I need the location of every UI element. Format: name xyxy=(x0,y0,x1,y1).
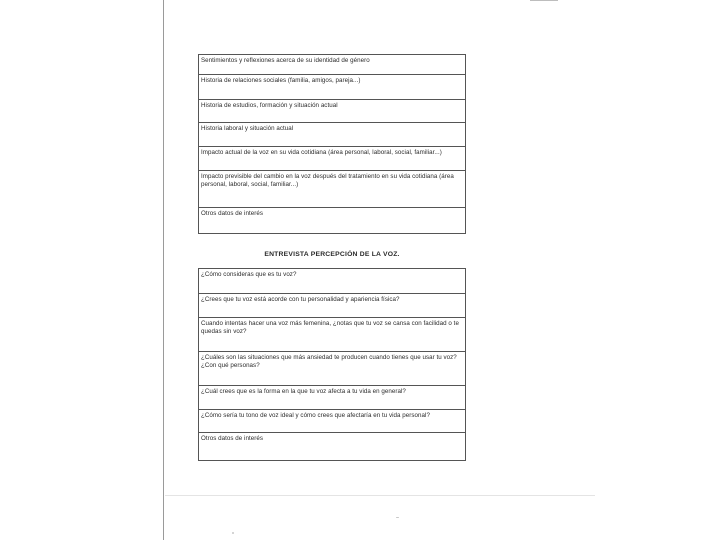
table-row: Impacto previsible del cambio en la voz después del tratamiento en su vida cotidiana (área personal, laboral, social, familiar...) xyxy=(199,171,465,208)
table-row: ¿Cuál crees que es la forma en la que tu voz afecta a tu vida en general? xyxy=(199,386,465,410)
scan-speck xyxy=(396,517,399,518)
scan-speck xyxy=(232,532,234,534)
table-row: Otros datos de interés xyxy=(201,435,263,442)
table-row: Historia de relaciones sociales (familia, amigos, pareja...) xyxy=(199,75,465,100)
table-row: ¿Crees que tu voz está acorde con tu personalidad y apariencia física? xyxy=(199,294,465,318)
history-table xyxy=(198,54,466,234)
voice-perception-table xyxy=(198,268,466,461)
table-row: Cuando intentas hacer una voz más femenina, ¿notas que tu voz se cansa con facilidad o te quedas sin voz? xyxy=(199,318,465,352)
table-row: ¿Cómo consideras que es tu voz? xyxy=(199,269,465,294)
table-row: Impacto actual de la voz en su vida cotidiana (área personal, laboral, social, familiar...) xyxy=(199,147,465,171)
scan-mark-top xyxy=(530,0,558,1)
table-row: Otros datos de interés xyxy=(201,210,263,217)
section-title: ENTREVISTA PERCEPCIÓN DE LA VOZ. xyxy=(264,251,400,258)
table-row: Historia de estudios, formación y situación actual xyxy=(199,100,465,123)
table-row: Sentimientos y reflexiones acerca de su identidad de género xyxy=(199,55,465,75)
page-edge-line xyxy=(163,0,164,540)
table-row: ¿Cómo sería tu tono de voz ideal y cómo crees que afectaría en tu vida personal? xyxy=(199,410,465,433)
table-row: ¿Cuáles son las situaciones que más ansiedad te producen cuando tienes que usar tu voz? ¿Con qué personas? xyxy=(199,352,465,386)
table-row: Historia laboral y situación actual xyxy=(199,123,465,147)
scan-mark-bottom xyxy=(165,495,595,496)
